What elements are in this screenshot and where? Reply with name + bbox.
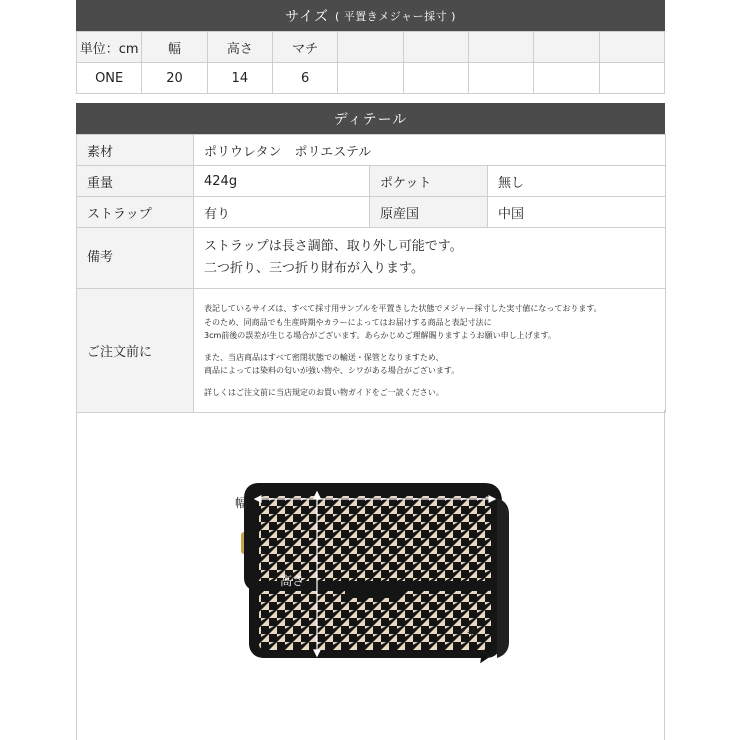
size-header-cell: マチ [272, 32, 337, 63]
size-header-cell: 高さ [207, 32, 272, 63]
notes-label: 備考 [77, 228, 194, 289]
height-label: 高さ [280, 574, 305, 588]
size-value-cell: ONE [77, 63, 142, 94]
size-value-cell [599, 63, 664, 94]
weight-row [77, 166, 666, 197]
material-label: 素材 [77, 135, 194, 166]
pocket-label: ポケット [370, 166, 488, 197]
notes-line: ストラップは長さ調節、取り外し可能です。 [204, 239, 463, 254]
width-label: 幅 [235, 496, 248, 510]
size-section-header [76, 0, 665, 31]
product-photo-area [76, 410, 665, 740]
strap-row [77, 197, 666, 228]
detail-section-title: ディテール [333, 111, 408, 128]
size-value-cell [338, 63, 403, 94]
caution-label: ご注文前に [77, 289, 194, 413]
size-value-cell: 20 [142, 63, 207, 94]
size-header-row [77, 32, 665, 63]
depth-label: マチ [454, 626, 479, 640]
size-header-cell [338, 32, 403, 63]
material-row [77, 135, 666, 166]
bag-side-gusset [497, 498, 509, 658]
size-value-row [77, 63, 665, 94]
caution-line: 商品によっては染料の匂いが強い物や、シワがある場合がございます。 [204, 366, 460, 375]
notes-value [194, 228, 666, 289]
size-value-cell [403, 63, 468, 94]
caution-line: そのため、同商品でも生産時期やカラーによってはお届けする商品と表記寸法に [204, 317, 492, 327]
size-value-cell [534, 63, 599, 94]
notes-row [77, 228, 666, 289]
caution-line: また、当店商品はすべて密閉状態での輸送・保管となりますため、 [204, 352, 444, 362]
size-header-cell [403, 32, 468, 63]
size-value-cell: 14 [207, 63, 272, 94]
origin-label: 原産国 [370, 197, 488, 228]
detail-table [76, 134, 666, 413]
strap-value: 有り [194, 197, 370, 228]
caution-line: 詳しくはご注文前に当店規定のお買い物ガイドをご一読ください。 [204, 387, 444, 397]
product-spec-sheet [76, 0, 665, 413]
size-header-cell [468, 32, 533, 63]
pocket-value: 無し [488, 166, 666, 197]
size-value-cell: 6 [272, 63, 337, 94]
caution-line: 3cm前後の誤差が生じる場合がございます。あらかじめご理解賜りますようお願い申し上げます。 [204, 331, 556, 340]
notes-line: 二つ折り、三つ折り財布が入ります。 [204, 261, 424, 276]
weight-value: 424g [194, 166, 370, 197]
size-header-cell [599, 32, 664, 63]
bag-illustration [77, 410, 666, 740]
size-header-cell: 幅 [142, 32, 207, 63]
size-table [76, 31, 665, 94]
size-header-cell: 単位：cm [77, 32, 142, 63]
material-value: ポリウレタン ポリエステル [194, 135, 666, 166]
size-section-title: サイズ [285, 8, 330, 25]
bag-clasp [345, 584, 403, 598]
caution-row [77, 289, 666, 413]
origin-value: 中国 [488, 197, 666, 228]
size-section-subtitle: ( 平置きメジャー採寸 ) [335, 9, 456, 23]
caution-text [194, 289, 666, 413]
size-value-cell [468, 63, 533, 94]
weight-label: 重量 [77, 166, 194, 197]
caution-line: 表記しているサイズは、すべて採寸用サンプルを平置きした状態でメジャー採寸した実寸値になっております。 [204, 304, 602, 313]
detail-section-header [76, 103, 665, 134]
strap-label: ストラップ [77, 197, 194, 228]
size-header-cell [534, 32, 599, 63]
